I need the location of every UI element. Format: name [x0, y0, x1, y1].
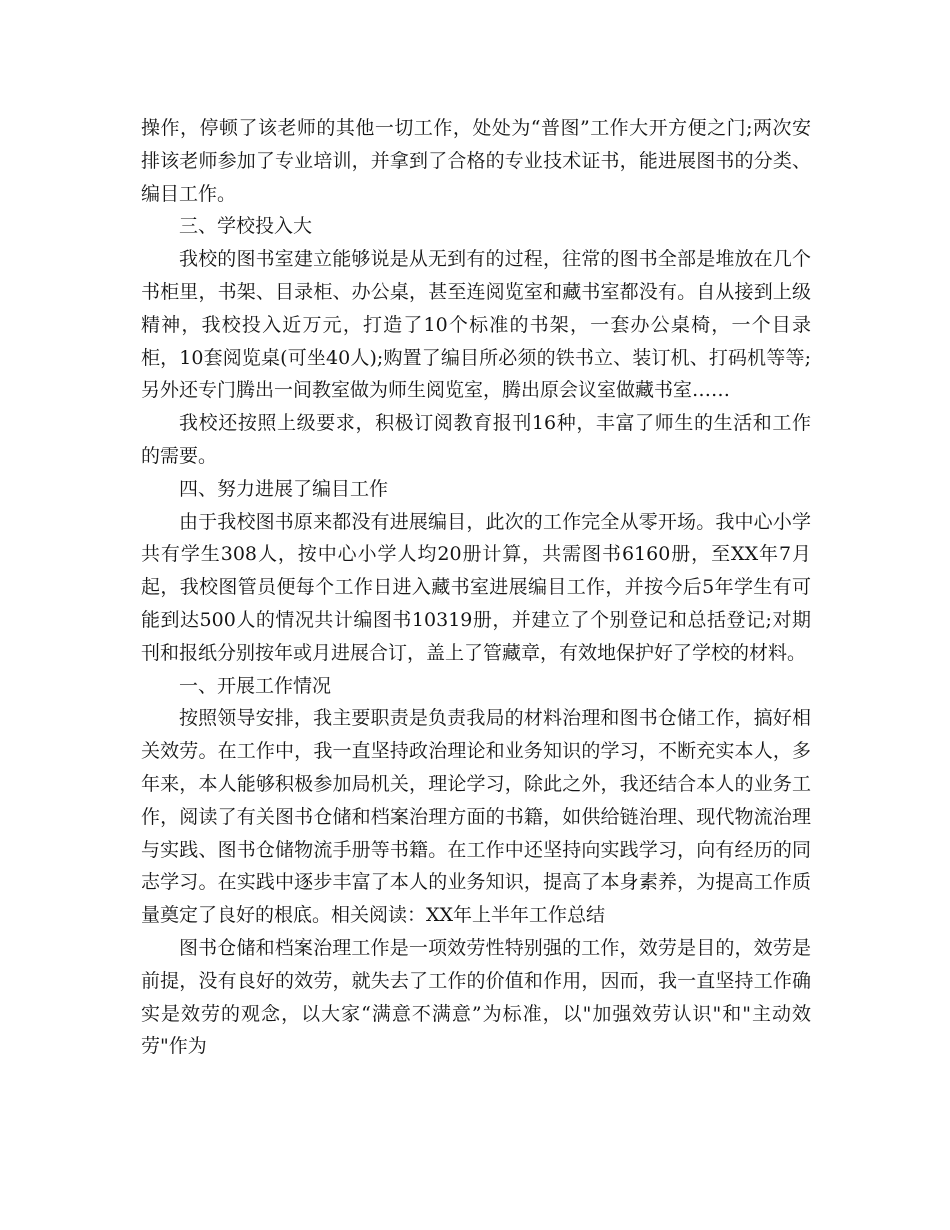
section-heading-4: 四、努力进展了编目工作 [179, 477, 389, 500]
paragraph: 按照领导安排，我主要职责是负责我局的材料治理和图书仓储工作，搞好相关效劳。在工作中，我一直坚持政治理论和业务知识的学习，不断充实本人，多年来，本人能够积极参加局机关，理论学习，除此之外，我还结合本人的业务工作，阅读了有关图书仓储和档案治理方面的书籍，如供给链治理、现代物流治理与实践、图书仓储物流手册等书籍。在工作中还坚持向实践学习，向有经历的同志学习。在实践中逐步丰富了本人的业务知识，提高了本身素养，为提高工作质量奠定了良好的根底。相关阅读：XX年上半年工作总结 [141, 707, 811, 927]
paragraph-continued: 操作，停顿了该老师的其他一切工作，处处为“普图”工作大开方便之门;两次安排该老师参加了专业培训，并拿到了合格的专业技术证书，能进展图书的分类、编目工作。 [141, 117, 811, 205]
document-body [141, 112, 811, 1063]
paragraph: 我校的图书室建立能够说是从无到有的过程，往常的图书全部是堆放在几个书柜里，书架、目录柜、办公桌，甚至连阅览室和藏书室都没有。自从接到上级精神，我校投入近万元，打造了10个标准的书架，一套办公桌椅，一个目录柜，10套阅览桌(可坐40人);购置了编目所必须的铁书立、装订机、打码机等等;另外还专门腾出一间教室做为师生阅览室，腾出原会议室做藏书室…… [141, 248, 811, 402]
section-heading-1: 一、开展工作情况 [179, 674, 332, 697]
paragraph: 图书仓储和档案治理工作是一项效劳性特别强的工作，效劳是目的，效劳是前提，没有良好的效劳，就失去了工作的价值和作用，因而，我一直坚持工作确实是效劳的观念，以大家“满意不满意”为标准，以"加强效劳认识"和"主动效劳"作为 [141, 936, 811, 1058]
paragraph: 我校还按照上级要求，积极订阅教育报刊16种，丰富了师生的生活和工作的需要。 [141, 412, 811, 467]
section-heading-3: 三、学校投入大 [179, 215, 313, 238]
paragraph: 由于我校图书原来都没有进展编目，此次的工作完全从零开场。我中心小学共有学生308人，按中心小学人均20册计算，共需图书6160册，至XX年7月起，我校图管员便每个工作日进入藏书室进展编目工作，并按今后5年学生有可能到达500人的情况共计编图书10319册，并建立了个别登记和总括登记;对期刊和报纸分别按年或月进展合订，盖上了管藏章，有效地保护好了学校的材料。 [141, 510, 811, 664]
